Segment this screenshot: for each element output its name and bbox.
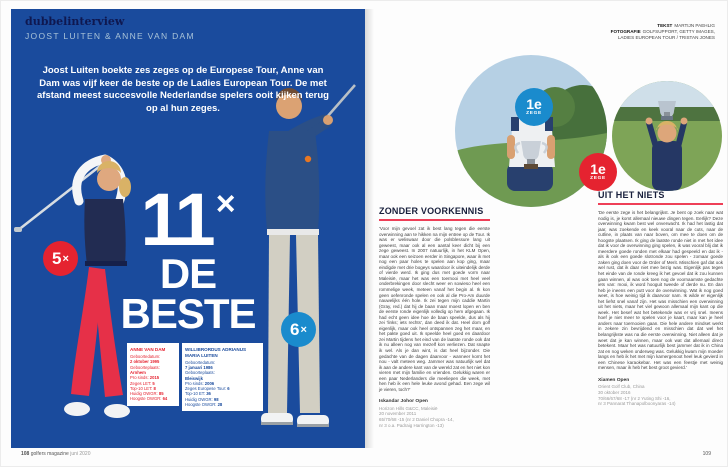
golf-club-icon — [327, 85, 355, 117]
article-heading: UIT HET NIETS — [598, 190, 665, 200]
page-number: 108 — [21, 451, 30, 457]
stat-value: 64 — [162, 396, 168, 402]
anne-trophy-photo — [612, 81, 722, 191]
caption-line: Horizon Hills G&CC, Maleisië — [379, 405, 438, 411]
headline-word-1: DE — [159, 250, 217, 298]
subjects-line: JOOST LUITEN & ANNE VAN DAM — [25, 31, 195, 41]
stat-label: Hoogste OWGR: — [130, 396, 163, 402]
stat-label: Huidig OWGR: — [185, 396, 214, 402]
page-spine-shadow — [365, 9, 374, 448]
times-symbol: × — [62, 252, 69, 265]
caption-line: Orient Golf Club, China — [598, 384, 645, 390]
credit-label: FOTOGRAFIE — [610, 28, 641, 34]
joost-wins-badge — [281, 312, 316, 347]
stat-label: Top-10 LET: — [130, 385, 154, 391]
article-body: 'Voor mijn gevoel zat ik best lang tegen die eerste overwinning aan te hikken na mijn entree op de Tour. Ik was er weliswaar door die polsblessure lang uit geweest, maar ook al een aantal keer dicht bij een zege geweest. In 2007 natuurlijk, in het KLM Open, maar ook een seizoen eerder in Singapore, waar ik met nog een paar holes te spelen aan kop ging, maar eindigde met drie bogeys waardoor ik uiteindelijk derde of vierde werd. Ik ging dus met goede vorm naar Maleisië, maar het was een toernooi met heel veel onderbrekingen door slecht weer en sowieso heel een rommelige week, meteen vanaf het begin al. Ik kon geen oefenronde spelen en ook al die Pro-Am duurde nauwelijks één hole. Ik zei tegen mijn caddie Martin (Gray, red.) dat hij de baan maar moest lopen en ben de eerste ronde eigenlijk volledig op hem afgegaan. Ik had echt geen idee hoe de baan speelde, dus als hij zei 'links; iets rechts', dan deed ik dat. Heel dom golf eigenlijk, maar ook heel ontspannen zeg het maar, en het pakte goed uit. Ik speelde heel goed en daardoor zei Martin tijdens het eind van de laatste ronde ook dat ik nu alleen nog van mezelf kon verliezen. Dat snapte ik wel. Als je dan wint, is dat heel bijzonder. Die gedachte van de dagen daarvoor - wanneer komt het nou - valt meteen weg. Jammer was natuurlijk wel dat ik aan de andere kant van de wereld zat en het niet kon vieren met mijn familie en vrienden. Gelukkig waren er een paar Nederlanders die meeliepen die week, met hen heb ik een hele leuke avond gehad. Een zege wil je vieren, toch?' — [379, 226, 490, 392]
stat-label: Geboorteplaats: — [130, 364, 160, 370]
stat-label: Hoogste OWGR: — [185, 402, 218, 408]
caption-line: 70/66/67/68 -17 (nr 2 Yuting Shi -16, — [598, 395, 671, 401]
stat-value: 2015 — [149, 375, 160, 381]
caption-line: 20 november 2011 — [379, 411, 417, 417]
stat-value: 2 oktober 1995 — [130, 359, 160, 365]
times-symbol: × — [215, 185, 236, 223]
caption-line: 30 oktober 2016 — [598, 389, 631, 395]
headline-row-1 — [107, 178, 269, 261]
shirt-logo — [305, 156, 311, 162]
badge-label: ZEGE — [526, 111, 542, 116]
stat-value: Arnhem — [130, 369, 146, 375]
badge-count: 6 — [290, 319, 300, 339]
heading-rule — [598, 203, 723, 205]
stat-value: 98 — [213, 396, 219, 402]
stat-label: Pro sinds: — [185, 380, 205, 386]
stat-label: Zeges LET: — [130, 380, 153, 386]
stat-label: Top-10 ET: — [185, 391, 207, 397]
stat-label: Geboorteplaats: — [185, 370, 215, 376]
anne-wins-badge — [43, 241, 78, 276]
stat-value: 5 — [152, 380, 155, 386]
tournament-caption — [379, 399, 490, 428]
caption-line: 65/70/68 -15 (nr 2 Daniel Chopra -14, — [379, 417, 454, 423]
card-name: ANNE VAN DAM — [130, 347, 166, 352]
stat-value: 7 januari 1986 — [185, 364, 213, 370]
stat-row — [185, 402, 260, 407]
article-zonder-voorkennis — [379, 206, 490, 429]
badge-label: ZEGE — [590, 176, 606, 181]
credit-text: LADIES EUROPEAN TOUR / TRISTAN JONES — [617, 34, 715, 40]
issue-label: juni 2020 — [70, 451, 91, 457]
heading-rule — [379, 219, 490, 221]
tournament-caption — [598, 378, 723, 407]
first-win-badge-anne — [579, 153, 617, 191]
caption-line: nr 3 Pannarat Thanapolboonyaras -14) — [598, 401, 676, 407]
magazine-name: golfers magazine — [30, 451, 69, 457]
stat-value: 6 — [227, 386, 230, 392]
credit-line — [611, 35, 715, 41]
anne-stats-card — [127, 343, 179, 406]
headline-number: 11 — [140, 178, 213, 261]
caption-title: Xiamen Open — [598, 377, 630, 383]
stat-value: 8 — [153, 385, 156, 391]
kicker: dubbelinterview — [25, 15, 125, 28]
stat-label: Geboortedatum: — [130, 354, 161, 360]
article-heading: ZONDER VOORKENNIS — [379, 206, 484, 216]
intro-paragraph: Joost Luiten boekte zes zeges op de Europese Tour, Anne van Dam was vijf keer de beste op de Ladies European Tour. De met afstand meest succesvolle Nederlandse spelers ooit kijken terug op al hun zeges. — [37, 65, 329, 114]
stat-value: 85 — [158, 391, 164, 397]
stat-label: Pro sinds: — [130, 375, 150, 381]
first-win-badge-joost — [515, 88, 553, 126]
headline — [107, 178, 269, 337]
credit-label: TEKST — [657, 23, 673, 28]
headline-word-2: BESTE — [120, 289, 256, 337]
stat-label: Geboortedatum: — [185, 359, 216, 365]
caption-title: Iskandar Johor Open — [379, 399, 428, 405]
stat-row — [130, 396, 176, 401]
page-number-right: 109 — [702, 451, 711, 457]
badge-value: 1e — [526, 96, 542, 112]
article-body: 'De eerste zege is het belangrijkst. Je bent op zoek naar wat nodig is, je komt allemaal nieuwe dingen tegen. Eerlijk? Deze overwinning kwam best wel onverwacht. Ik had het lastig dat jaar, was zoekende en keek vooral naar de cuts, naar de cutline, in plaats van naar boven, om mee te doen om de hoogste plaatsen. Ik ging de laatste ronde niet in met het idee dat ik voor de overwinning ging spelen, ik was vooral blij dat ik meerdere goede ronden met elkaar had gespeeld en dat ik - als ik ook een goede slotronde zou spelen - zomaar goede zaken ging doen voor de Order of Merit. Misschien gaf dat ook wel rust, dat ik daar niet mee bezig was. Eigenlijk pas tegen het einde van de ronde kreeg ik het gevoel dat ik zou kunnen gaan winnen, al was ook toen nog de voornaamste gedachte iets van: mooi, ik word hooguit tweede of derde nu. En dan heb je ineens een putt voor de overwinning. Wat ik nog goed weet, is hoe weinig tijd ik daarvoor nam. Ik wilde er eigenlijk het liefst snel vanaf zijn. Het was misschien een overwinning uit het niets, maar het viel gewoon allemaal mijn kant op die week. Het besef wat het betekende was er vrij snel. Ineens hoef je niet meer te spelen voor je kaart, maar kan je heel anders naar toernooien gaan. Die hele andere mindset werkt in zekere zin bevrijdend en misschien dat dat wel het belangrijkste was na die eerste overwinning. Niet alleen dat je weet dat je kan winnen, maar ook wat dat allemaal direct betekent. Maar het was natuurlijk best jammer dat ik in China zat en nog weken onderweg was. Gelukkig kwam mijn moeder langs en heb ik het met mijn kamergenoot heel leuk gevierd in een Chinese karaokebar. Het was een feestje met weinig mensen, maar ik heb het best groot gevierd.' — [598, 210, 723, 371]
stat-value: 2006 — [204, 380, 215, 386]
credit-text: GOLFSUPPORT, GETTY IMAGES, — [642, 28, 715, 34]
stat-label: Zeges Europese Tour: — [185, 386, 228, 392]
credit-text: MARTIJN PAEHLIG — [674, 23, 715, 28]
credits-block — [611, 23, 715, 41]
times-symbol: × — [300, 323, 307, 336]
stat-value: Bleiswijk — [185, 375, 203, 381]
stat-label: Huidig OWGR: — [130, 391, 159, 397]
badge-count: 5 — [52, 248, 62, 268]
badge-value: 1e — [590, 161, 606, 177]
page-number-left — [21, 451, 91, 457]
card-name: WILLIBRORDUS ADRIANUS MARIA LUITEN — [185, 347, 247, 358]
joost-stats-card — [182, 343, 263, 411]
caption-line: nr 3 o.a. Padraig Harrington -13) — [379, 423, 444, 428]
stat-value: 28 — [217, 402, 223, 408]
article-uit-het-niets — [598, 190, 723, 407]
stat-value: 36 — [206, 391, 211, 397]
